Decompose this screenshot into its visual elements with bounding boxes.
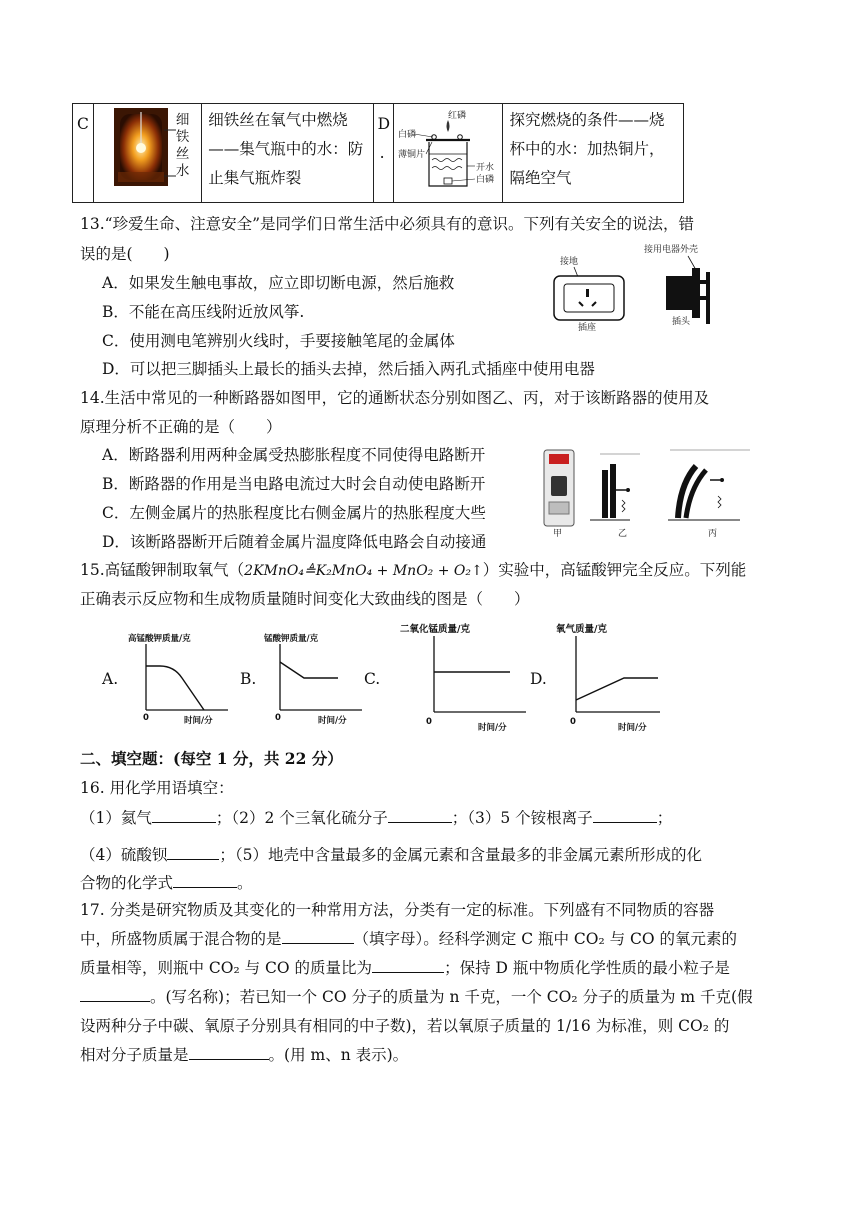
socket-plug-figure: [548, 240, 788, 332]
graph-b-origin: 0: [275, 713, 281, 723]
graph-b-ylabel: 锰酸钾质量/克: [264, 634, 319, 644]
label-si: 丝: [175, 146, 190, 162]
q15-stem-prefix: 15.高锰酸钾制取氧气（: [80, 561, 245, 579]
graph-b-letter: B.: [240, 670, 257, 688]
q16-part3: ；（3）5 个铵根离子: [451, 809, 593, 827]
section-2-heading: 二、填空题：(每空 1 分，共 22 分）: [80, 749, 343, 768]
option-letter-d: [373, 104, 394, 203]
q17-line3: [80, 953, 730, 983]
q16-part6: 合物的化学式: [80, 874, 174, 892]
label-socket: 插座: [578, 323, 597, 332]
label-plug: 插头: [672, 317, 691, 327]
label-bing: 丙: [708, 529, 718, 539]
label-jia: 甲: [553, 529, 563, 539]
q14-option-d: D．该断路器断开后随着金属片温度降低电路会自动接通: [102, 533, 487, 551]
option-c-description: [202, 104, 373, 203]
graph-b: [258, 630, 370, 726]
desc-line: 隔绝空气: [509, 169, 572, 187]
q16-line2: [80, 840, 702, 870]
graph-b-xlabel: 时间/分: [318, 716, 347, 726]
q16-part2: ；（2）2 个三氧化硫分子: [215, 809, 388, 827]
combustion-experiment-diagram: [396, 106, 500, 190]
q16-part1: （1）氦气: [80, 809, 152, 827]
q16-line3: [80, 868, 253, 898]
desc-line: 杯中的水：加热铜片，: [509, 140, 665, 158]
graph-a-curve: [146, 666, 204, 710]
label-xi: 细: [175, 112, 190, 128]
q16-stem: 16. 用化学用语填空：: [80, 779, 234, 797]
answer-blank[interactable]: [388, 805, 452, 823]
q17-line1: 17. 分类是研究物质及其变化的一种常用方法，分类有一定的标准。下列盛有不同物质的容器: [80, 901, 715, 919]
option-letter-c: C: [73, 104, 94, 203]
graph-c: [396, 620, 530, 734]
q16-part3-end: ；: [656, 809, 673, 827]
q17-part-f: 相对分子质量是: [80, 1046, 189, 1064]
answer-blank[interactable]: [189, 1042, 269, 1060]
graph-c-letter: C.: [364, 670, 381, 688]
q14-option-b: B．断路器的作用是当电路电流过大时会自动使电路断开: [102, 475, 486, 493]
desc-line: 探究燃烧的条件——烧: [509, 111, 665, 129]
q17-part-b: （填字母）。经科学测定 C 瓶中 CO₂ 与 CO 的氧元素的: [353, 930, 738, 948]
graph-d-curve: [576, 678, 658, 700]
q16-line1: [80, 803, 672, 833]
label-ground: 接地: [560, 257, 579, 267]
iron-wire-burning-photo: [114, 108, 168, 186]
letter-d: D: [377, 115, 391, 133]
label-hot-water: 开水: [476, 163, 495, 173]
option-d-description: [503, 104, 684, 203]
q14-option-a: A．断路器利用两种金属受热膨胀程度不同使得电路断开: [102, 446, 486, 464]
q15-stem-line1: [80, 555, 746, 586]
leader-lines: [164, 108, 178, 188]
label-white-phosphorus-bottom: 白磷: [476, 175, 495, 185]
q17-part-a: 中，所盛物质属于混合物的是: [80, 930, 282, 948]
table-row: [73, 104, 684, 203]
q17-part-e: 。(写名称)；若已知一个 CO 分子的质量为 n 千克，一个 CO₂ 分子的质量为 m 千克(假: [150, 988, 753, 1006]
options-table: [72, 103, 684, 203]
label-shui: 水: [175, 163, 190, 179]
label-tie: 铁: [175, 129, 190, 145]
q13-stem-line2: 误的是( ): [80, 245, 170, 263]
q17-line5: 设两种分子中碳、氧原子分别具有相同的中子数)，若以氧原子质量的 1/16 为标准，则 CO₂ 的: [80, 1017, 730, 1035]
q13-stem-line1: 13.“珍爱生命、注意安全”是同学们日常生活中必须具有的意识。下列有关安全的说法，错: [80, 215, 695, 233]
label-white-phosphorus-top: 白磷: [398, 130, 417, 140]
graph-c-ylabel: 二氧化锰质量/克: [400, 624, 470, 635]
answer-blank[interactable]: [80, 984, 150, 1002]
q13-option-a: A．如果发生触电事故，应立即切断电源，然后施救: [102, 274, 455, 292]
q17-part-c: 质量相等，则瓶中 CO₂ 与 CO 的质量比为: [80, 959, 373, 977]
q17-line4: [80, 982, 753, 1012]
desc-line: ——集气瓶中的水：防: [208, 140, 364, 158]
graph-b-curve: [280, 662, 338, 678]
combustion-diagram-cell: [394, 104, 503, 203]
q13-option-c: C．使用测电笔辨别火线时，手要接触笔尾的金属体: [102, 332, 455, 350]
desc-line: 止集气瓶炸裂: [208, 169, 302, 187]
answer-blank[interactable]: [152, 805, 216, 823]
answer-blank[interactable]: [593, 805, 657, 823]
q17-part-d: ；保持 D 瓶中物质化学性质的最小粒子是: [444, 959, 730, 977]
graph-d: [546, 620, 666, 734]
desc-line: 细铁丝在氧气中燃烧: [208, 111, 348, 129]
label-appliance-shell: 接用电器外壳: [644, 245, 699, 255]
label-copper-sheet: 薄铜片: [398, 150, 426, 160]
q14-stem-line1: 14.生活中常见的一种断路器如图甲，它的通断状态分别如图乙、丙，对于该断路器的使用及: [80, 389, 710, 407]
answer-blank[interactable]: [372, 955, 444, 973]
graph-a: [124, 630, 236, 726]
graph-c-origin: 0: [426, 717, 432, 727]
iron-wire-photo-cell: [93, 104, 201, 203]
graph-d-letter: D.: [530, 670, 547, 688]
answer-blank[interactable]: [167, 842, 219, 860]
q16-part6-end: 。: [237, 874, 253, 892]
graph-a-xlabel: 时间/分: [184, 716, 213, 726]
q17-line2: [80, 924, 737, 954]
q17-line6: [80, 1040, 408, 1070]
q16-part4: （4）硫酸钡: [80, 846, 168, 864]
graph-c-xlabel: 时间/分: [478, 723, 507, 733]
q15-equation: 2KMnO₄≜K₂MnO₄ + MnO₂ + O₂↑: [244, 563, 483, 579]
graph-d-origin: 0: [570, 717, 576, 727]
q13-option-d: D．可以把三脚插头上最长的插头去掉，然后插入两孔式插座中使用电器: [102, 360, 595, 378]
q13-option-b: B．不能在高压线附近放风筝.: [102, 303, 305, 321]
q16-part5: ；（5）地壳中含量最多的金属元素和含量最多的非金属元素所形成的化: [219, 846, 702, 864]
graph-a-letter: A.: [102, 670, 119, 688]
label-yi: 乙: [618, 529, 628, 539]
q14-option-c: C．左侧金属片的热胀程度比右侧金属片的热胀程度大些: [102, 504, 486, 522]
graph-a-ylabel: 高锰酸钾质量/克: [128, 634, 191, 644]
answer-blank[interactable]: [173, 870, 237, 888]
q15-stem-suffix: ）实验中，高锰酸钾完全反应。下列能: [482, 561, 747, 579]
q14-stem-line2: 原理分析不正确的是（ ）: [80, 418, 282, 436]
graph-d-ylabel: 氧气质量/克: [556, 624, 607, 635]
q15-stem-line2: 正确表示反应物和生成物质量随时间变化大致曲线的图是（ ）: [80, 590, 530, 608]
graph-a-origin: 0: [143, 713, 149, 723]
q17-part-g: 。(用 m、n 表示)。: [268, 1046, 409, 1064]
letter-dot: .: [379, 144, 385, 162]
label-red-phosphorus: 红磷: [448, 111, 467, 121]
circuit-breaker-figure: [540, 440, 780, 540]
answer-blank[interactable]: [282, 926, 354, 944]
graph-d-xlabel: 时间/分: [618, 723, 647, 733]
